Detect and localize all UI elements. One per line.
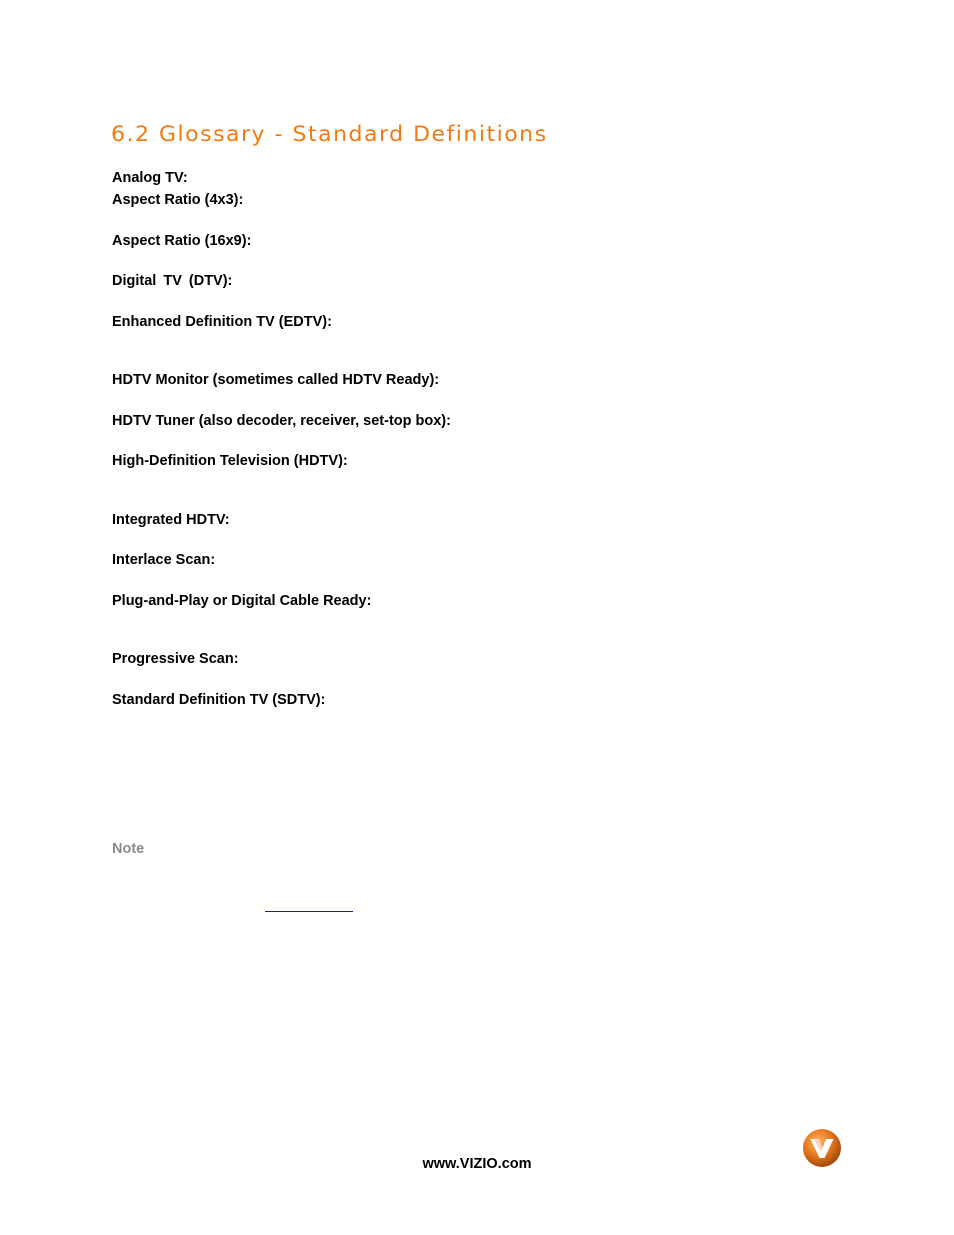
hidden-link[interactable]: [265, 897, 353, 912]
term-hdtv-tuner: HDTV Tuner (also decoder, receiver, set-top box):: [112, 413, 451, 429]
term-integrated-hdtv: Integrated HDTV:: [112, 512, 230, 528]
term-plug-and-play: Plug-and-Play or Digital Cable Ready:: [112, 593, 372, 609]
term-sdtv: Standard Definition TV (SDTV):: [112, 692, 326, 708]
term-progressive-scan: Progressive Scan:: [112, 651, 239, 667]
vizio-v-logo-icon: [802, 1128, 842, 1168]
term-aspect-ratio-16x9: Aspect Ratio (16x9):: [112, 233, 252, 249]
term-analog-tv: Analog TV:: [112, 170, 188, 186]
term-hdtv: High-Definition Television (HDTV):: [112, 453, 348, 469]
term-interlace-scan: Interlace Scan:: [112, 552, 216, 568]
section-title: 6.2 Glossary - Standard Definitions: [111, 123, 548, 147]
footer-url: www.VIZIO.com: [422, 1156, 532, 1172]
term-edtv: Enhanced Definition TV (EDTV):: [112, 314, 332, 330]
note-label: Note: [112, 841, 145, 857]
term-digital-tv: Digital TV (DTV):: [112, 273, 233, 289]
term-hdtv-monitor: HDTV Monitor (sometimes called HDTV Ready):: [112, 372, 440, 388]
term-aspect-ratio-4x3: Aspect Ratio (4x3):: [112, 192, 244, 208]
